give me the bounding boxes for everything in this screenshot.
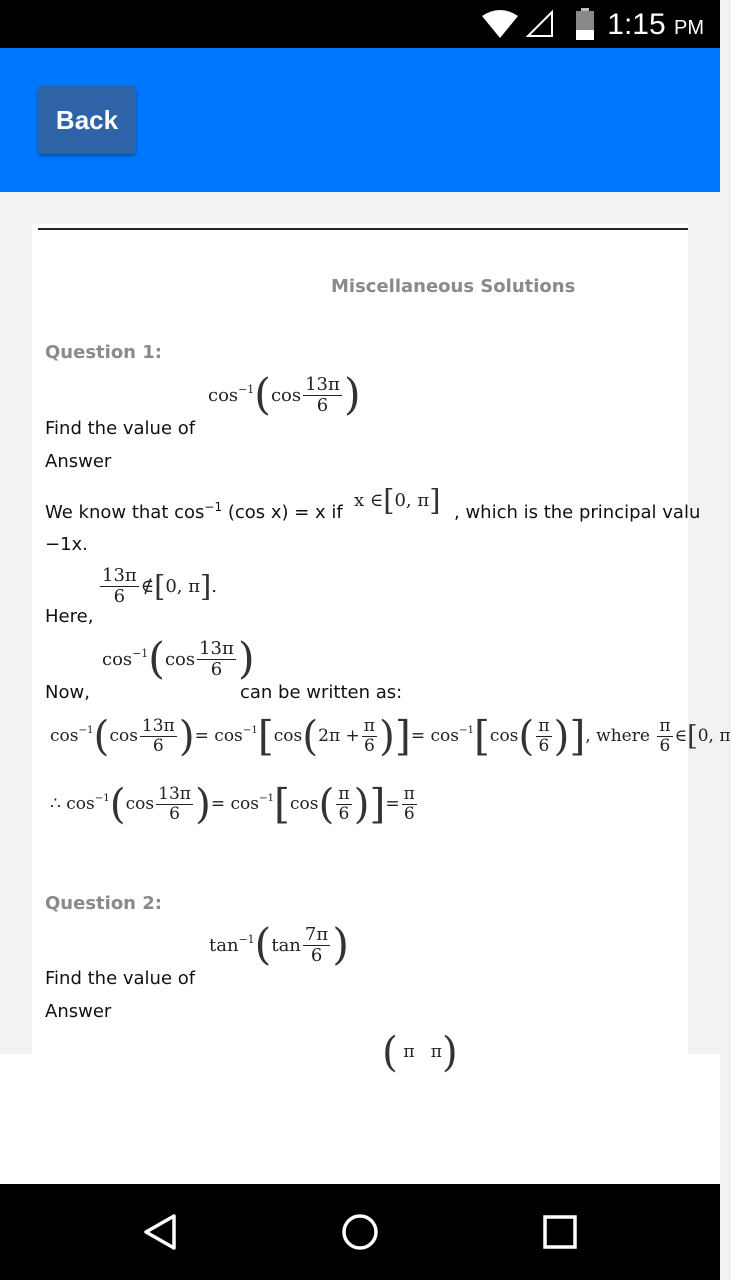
q1-written-as: can be written as: bbox=[240, 682, 403, 703]
q1-answer-label: Answer bbox=[45, 451, 112, 472]
status-bar bbox=[0, 0, 720, 48]
cellular-signal-icon bbox=[526, 10, 554, 38]
back-nav-icon[interactable] bbox=[140, 1212, 180, 1252]
q2-answer-label: Answer bbox=[45, 1001, 112, 1022]
app-bar bbox=[0, 48, 720, 192]
q2-expression: tan −1 ( tan $\frac{7\pi}{6}$ ) bbox=[209, 920, 350, 970]
q1-result-expression: ∴ cos −1 ( cos $\frac{13\pi}{6}$ ) = cos −1 [ cos ( $\frac{\pi}{6}$ ) ] = $\frac{\pi}{6}$ bbox=[50, 780, 415, 828]
q1-now-expression: cos −1 ( cos $\frac{13\pi}{6}$ ) bbox=[102, 634, 255, 684]
q1-expression: cos −1 ( cos $\frac{13\pi}{6}$ ) bbox=[208, 370, 361, 420]
q1-here-expression: $\frac{13\pi}{6}$ ∉ [ 0, π ] . bbox=[102, 565, 218, 607]
question-1-title: Question 1: bbox=[45, 342, 162, 363]
q1-we-know-text: We know that $\cos^{-1} (\cos$ x) = x if bbox=[45, 500, 343, 523]
q1-now-label: Now, bbox=[45, 682, 90, 703]
q2-find-text: Find the value of bbox=[45, 968, 196, 989]
back-button[interactable]: Back bbox=[38, 86, 136, 154]
q1-find-text: Find the value of bbox=[45, 418, 196, 439]
q1-line2: −1x. bbox=[45, 534, 88, 555]
q1-here-label: Here, bbox=[45, 606, 94, 627]
home-nav-icon[interactable] bbox=[340, 1212, 380, 1252]
wifi-icon bbox=[482, 10, 518, 38]
q2-cutoff-expression: ( π π ) bbox=[382, 1028, 458, 1076]
recents-nav-icon[interactable] bbox=[542, 1214, 578, 1250]
q1-interval-expression: x ∈ [ 0, π ] bbox=[354, 483, 441, 517]
status-time: 1:15 PM bbox=[607, 8, 704, 41]
content-footer-area bbox=[0, 1054, 720, 1184]
battery-icon bbox=[576, 8, 594, 40]
navigation-bar bbox=[0, 1184, 720, 1280]
divider bbox=[38, 228, 688, 230]
q1-step-expression: cos −1 ( cos $\frac{13\pi}{6}$ ) = cos −1 [ cos ( 2π + $\frac{\pi}{6}$ ) ] = cos −1 [ cos ( $\frac{\pi}{6}$ ) ] , where $\frac{\pi}{6}$ ∈ [ 0, π bbox=[50, 712, 731, 760]
q1-principal-text: , which is the principal valu bbox=[454, 502, 701, 523]
document-page[interactable] bbox=[32, 224, 731, 1076]
section-title: Miscellaneous Solutions bbox=[331, 276, 576, 297]
question-2-title: Question 2: bbox=[45, 893, 162, 914]
